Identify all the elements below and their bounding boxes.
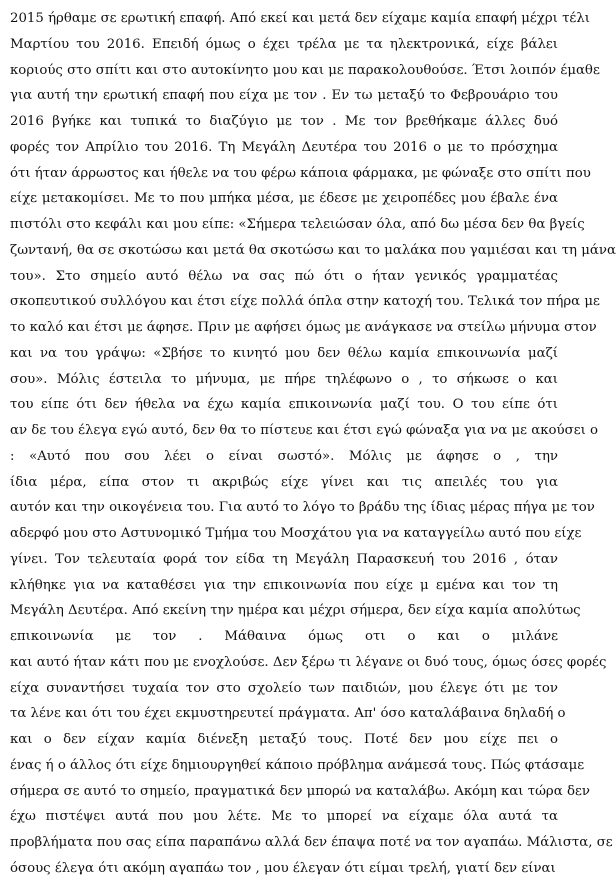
text-line: το καλό και έτσι με άφησε. Πριν με αφήσει όμως με ανάγκασε να στείλω μήνυμα στον — [10, 320, 597, 335]
text-line: φορές τον Απρίλιο του 2016. Τη Μεγάλη Δευτέρα του 2016 ο με το πρόσχημα — [10, 139, 558, 155]
text-line: επικοινωνία με τον . Μάθαινα όμως οτι ο και ο μιλάνε — [10, 629, 558, 644]
text-line: ένας ή ο άλλος ότι είχε δημιουργηθεί κάποιο πρόβλημα ανάμεσά τους. Πώς φτάσαμε — [10, 757, 585, 773]
text-line: 2015 ήρθαμε σε ερωτική επαφή. Από εκεί και μετά δεν είχαμε καμία επαφή μέχρι τέλι — [10, 11, 590, 26]
text-line: αδερφό μου στο Αστυνομικό Τμήμα του Μοσχάτου για να καταγγείλω αυτό που είχε — [10, 526, 582, 541]
text-line: σήμερα σε αυτό το σημείο, πραγματικά δεν μπορώ να καταλάβω. Ακόμη και τώρα δεν — [10, 783, 590, 799]
text-line: του». Στο σημείο αυτό θέλω να σας πώ ότι ο ήταν γενικός γραμματέας — [10, 268, 558, 284]
testimony-text — [10, 6, 616, 882]
text-line: Μαρτίου του 2016. Επειδή όμως ο έχει τρέλα με τα ηλεκτρονικά, είχε βάλει — [10, 36, 558, 52]
text-line: αν δε του έλεγα εγώ αυτό, δεν θα το πίστευε και έτσι εγώ φώναξα για να με ακούσει ο — [10, 423, 599, 438]
text-line: τα λένε και ότι του έχει εκμυστηρευτεί πράγματα. Απ' όσο καταλάβαινα δηλαδή ο — [10, 706, 566, 722]
text-line: είχε μετακομίσει. Με το που μπήκα μέσα, με έδεσε με χειροπέδες μου έβαλε ένα — [10, 191, 558, 207]
text-line: όσους έλεγα ότι ακόμη αγαπάω τον , μου έλεγαν ότι είμαι τρελή, γιατί δεν είναι — [10, 860, 556, 876]
text-line: ζωντανή, θα σε σκοτώσω και μετά θα σκοτώσω και το μαλάκα που γαμιέσαι και τη μάνα — [10, 242, 616, 258]
text-line: προβλήματα που σας είπα παραπάνω αλλά δεν έπαψα ποτέ να τον αγαπάω. Μάλιστα, σε — [10, 835, 613, 850]
text-line: κλήθηκε για να καταθέσει για την επικοινωνία που είχε μ εμένα και τον τη — [10, 577, 558, 593]
text-line: σκοπευτικού συλλόγου και έτσι είχε πολλά όπλα στην κατοχή του. Τελικά τον πήρα με — [10, 294, 600, 310]
text-line: ότι ήταν άρρωστος και ήθελε να του φέρω κάποια φάρμακα, με φώναξε στο σπίτι που — [10, 165, 591, 181]
text-line: έχω πιστέψει αυτά που μου λέτε. Με το μπορεί να είχαμε όλα αυτά τα — [10, 809, 558, 825]
text-line: γίνει. Τον τελευταία φορά τον είδα τη Μεγάλη Παρασκευή του 2016 , όταν — [10, 551, 558, 567]
text-line: ίδια μέρα, είπα στον τι ακριβώς είχε γίνει και τις απειλές του για — [10, 474, 558, 490]
text-line: και να του γράψω: «Σβήσε το κινητό μου δεν θέλω καμία επικοινωνία μαζί — [10, 345, 558, 361]
text-line: και αυτό ήταν κάτι που με ενοχλούσε. Δεν ξέρω τι λέγανε οι δυό τους, όμως όσες φορές — [10, 654, 607, 670]
text-line: 2016 βγήκε και τυπικά το διαζύγιο με τον . Με τον βρεθήκαμε άλλες δυό — [10, 114, 558, 129]
text-line: κοριούς στο σπίτι και στο αυτοκίνητο μου και με παρακολουθούσε. Έτσι λοιπόν έμαθε — [10, 62, 600, 78]
text-line: : «Αυτό που σου λέει ο είναι σωστό». Μόλις με άφησε ο , την — [10, 448, 558, 464]
text-line: και ο δεν είχαν καμία διένεξη μεταξύ τους. Ποτέ δεν μου είχε πει ο — [10, 732, 558, 747]
text-line: σου». Μόλις έστειλα το μήνυμα, με πήρε τηλέφωνο ο , το σήκωσε ο και — [10, 371, 558, 387]
text-line: Μεγάλη Δευτέρα. Από εκείνη την ημέρα και μέχρι σήμερα, δεν είχα καμία απολύτως — [10, 603, 581, 619]
text-line: αυτόν και την οικογένεια του. Για αυτό το λόγο το βράδυ της ίδιας μέρας πήγα με τον — [10, 500, 595, 516]
text-line: πιστόλι στο κεφάλι και μου είπε: «Σήμερα τελειώσαν όλα, από δω μέσα δεν θα βγείς — [10, 217, 585, 232]
text-line: του είπε ότι δεν ήθελα να έχω καμία επικοινωνία μαζί του. Ο του είπε ότι — [10, 397, 558, 413]
text-line: είχα συναντήσει τυχαία τον στο σχολείο των παιδιών, μου έλεγε ότι με τον — [10, 680, 558, 696]
text-line: για αυτή την ερωτική επαφή που είχα με τον . Εν τω μεταξύ το Φεβρουάριο του — [10, 88, 558, 104]
